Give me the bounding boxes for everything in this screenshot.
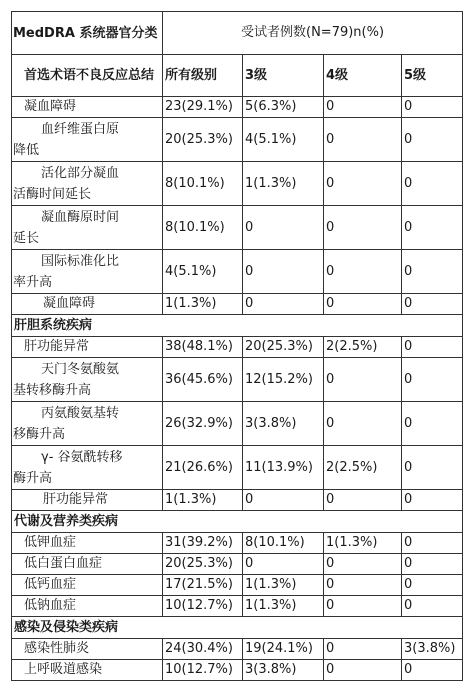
section-row <box>12 315 463 337</box>
value-grade-5: 0 <box>402 490 463 511</box>
header-soc-cell: MedDRA 系统器官分类 <box>12 12 163 55</box>
section-row <box>12 617 463 639</box>
value-grade-3: 4(5.1%) <box>243 118 324 162</box>
value-all-grades: 24(30.4%) <box>163 639 243 660</box>
table-row <box>12 118 463 162</box>
term-label-line1: 天门冬氨酸氨 <box>41 361 120 377</box>
value-all-grades: 23(29.1%) <box>163 97 243 118</box>
value-grade-5: 0 <box>402 294 463 315</box>
table-row <box>12 294 463 315</box>
term-label-line1: 凝血酶原时间 <box>41 209 120 225</box>
value-grade-4: 0 <box>324 596 402 617</box>
header-grade-5: 5级 <box>402 55 463 97</box>
table-row <box>12 402 463 446</box>
term-label: 上呼吸道感染 <box>12 660 163 681</box>
term-cell <box>12 118 163 162</box>
term-label: 肝功能异常 <box>12 337 163 358</box>
value-grade-3: 1(1.3%) <box>243 575 324 596</box>
value-grade-3: 12(15.2%) <box>243 358 324 402</box>
value-all-grades: 20(25.3%) <box>163 554 243 575</box>
value-grade-5: 0 <box>402 575 463 596</box>
value-grade-3: 11(13.9%) <box>243 446 324 490</box>
value-grade-4: 0 <box>324 402 402 446</box>
term-label-line1: 国际标准化比 <box>41 253 120 269</box>
term-label-line2: 率升高 <box>13 274 53 290</box>
term-cell <box>12 402 163 446</box>
value-grade-5: 0 <box>402 162 463 206</box>
header-subject-count: 受试者例数(N=79)n(%) <box>163 12 463 55</box>
value-grade-5: 0 <box>402 402 463 446</box>
value-all-grades: 31(39.2%) <box>163 533 243 554</box>
value-grade-4: 0 <box>324 250 402 294</box>
term-label-line2: 酶升高 <box>13 470 53 486</box>
header-row-2 <box>12 55 463 97</box>
header-grade-3: 3级 <box>243 55 324 97</box>
term-label: 低白蛋白血症 <box>12 554 163 575</box>
value-all-grades: 1(1.3%) <box>163 490 243 511</box>
value-grade-5: 0 <box>402 206 463 250</box>
value-grade-4: 0 <box>324 639 402 660</box>
term-label: 肝功能异常 <box>12 490 163 511</box>
term-label: 凝血障碍 <box>12 294 163 315</box>
value-grade-4: 0 <box>324 97 402 118</box>
term-cell <box>12 206 163 250</box>
term-label: 凝血障碍 <box>12 97 163 118</box>
value-all-grades: 1(1.3%) <box>163 294 243 315</box>
value-grade-5: 0 <box>402 118 463 162</box>
value-all-grades: 4(5.1%) <box>163 250 243 294</box>
value-grade-4: 2(2.5%) <box>324 337 402 358</box>
value-grade-3: 1(1.3%) <box>243 162 324 206</box>
value-grade-3: 3(3.8%) <box>243 660 324 681</box>
table-row <box>12 533 463 554</box>
term-label: 低钠血症 <box>12 596 163 617</box>
term-cell <box>12 446 163 490</box>
term-label: 感染性肺炎 <box>12 639 163 660</box>
term-label-line2: 移酶升高 <box>13 426 66 442</box>
table-row <box>12 596 463 617</box>
value-grade-4: 0 <box>324 358 402 402</box>
table-row <box>12 250 463 294</box>
table-row <box>12 660 463 681</box>
value-all-grades: 10(12.7%) <box>163 660 243 681</box>
section-label: 感染及侵染类疾病 <box>12 617 463 639</box>
value-grade-5: 0 <box>402 554 463 575</box>
value-grade-5: 0 <box>402 358 463 402</box>
value-grade-3: 0 <box>243 294 324 315</box>
term-label-line2: 降低 <box>13 142 40 158</box>
section-row <box>12 511 463 533</box>
table-row <box>12 162 463 206</box>
value-grade-5: 0 <box>402 250 463 294</box>
value-grade-5: 0 <box>402 660 463 681</box>
value-grade-3: 5(6.3%) <box>243 97 324 118</box>
value-grade-4: 1(1.3%) <box>324 533 402 554</box>
value-grade-3: 1(1.3%) <box>243 596 324 617</box>
term-cell <box>12 250 163 294</box>
term-label-line2: 活酶时间延长 <box>13 186 92 202</box>
value-all-grades: 8(10.1%) <box>163 162 243 206</box>
value-grade-5: 0 <box>402 533 463 554</box>
term-label-line1: 丙氨酸氨基转 <box>41 405 120 421</box>
value-all-grades: 38(48.1%) <box>163 337 243 358</box>
term-label: 低钙血症 <box>12 575 163 596</box>
value-grade-4: 0 <box>324 554 402 575</box>
adverse-events-table <box>11 11 463 681</box>
table-row <box>12 554 463 575</box>
value-grade-3: 0 <box>243 490 324 511</box>
value-all-grades: 10(12.7%) <box>163 596 243 617</box>
term-label-line1: γ- 谷氨酰转移 <box>41 449 123 465</box>
table-row <box>12 490 463 511</box>
value-grade-5: 3(3.8%) <box>402 639 463 660</box>
value-grade-3: 19(24.1%) <box>243 639 324 660</box>
term-label-line1: 活化部分凝血 <box>41 165 120 181</box>
value-grade-4: 0 <box>324 162 402 206</box>
value-grade-4: 0 <box>324 294 402 315</box>
header-grade-4: 4级 <box>324 55 402 97</box>
value-grade-4: 2(2.5%) <box>324 446 402 490</box>
value-grade-4: 0 <box>324 660 402 681</box>
table-row <box>12 446 463 490</box>
value-grade-4: 0 <box>324 118 402 162</box>
value-grade-3: 8(10.1%) <box>243 533 324 554</box>
table-row <box>12 575 463 596</box>
value-grade-4: 0 <box>324 206 402 250</box>
table-body <box>12 12 463 681</box>
header-pt-cell: 首选术语不良反应总结 <box>12 55 163 97</box>
value-all-grades: 36(45.6%) <box>163 358 243 402</box>
value-grade-4: 0 <box>324 490 402 511</box>
value-grade-3: 0 <box>243 250 324 294</box>
adverse-events-table-wrapper <box>11 11 463 681</box>
term-label-line1: 血纤维蛋白原 <box>41 121 120 137</box>
value-grade-4: 0 <box>324 575 402 596</box>
value-all-grades: 20(25.3%) <box>163 118 243 162</box>
value-all-grades: 21(26.6%) <box>163 446 243 490</box>
term-label: 低钾血症 <box>12 533 163 554</box>
value-grade-5: 0 <box>402 337 463 358</box>
value-grade-3: 20(25.3%) <box>243 337 324 358</box>
table-row <box>12 206 463 250</box>
term-cell <box>12 358 163 402</box>
term-cell <box>12 162 163 206</box>
header-row-1 <box>12 12 463 55</box>
table-row <box>12 337 463 358</box>
table-row <box>12 358 463 402</box>
value-grade-3: 0 <box>243 554 324 575</box>
value-all-grades: 26(32.9%) <box>163 402 243 446</box>
table-row <box>12 97 463 118</box>
value-grade-3: 3(3.8%) <box>243 402 324 446</box>
value-grade-5: 0 <box>402 97 463 118</box>
section-label: 肝胆系统疾病 <box>12 315 463 337</box>
value-grade-3: 0 <box>243 206 324 250</box>
section-label: 代谢及营养类疾病 <box>12 511 463 533</box>
value-all-grades: 8(10.1%) <box>163 206 243 250</box>
header-all-grades: 所有级别 <box>163 55 243 97</box>
value-grade-5: 0 <box>402 446 463 490</box>
term-label-line2: 延长 <box>13 230 40 246</box>
value-all-grades: 17(21.5%) <box>163 575 243 596</box>
term-label-line2: 基转移酶升高 <box>13 382 92 398</box>
value-grade-5: 0 <box>402 596 463 617</box>
table-row <box>12 639 463 660</box>
